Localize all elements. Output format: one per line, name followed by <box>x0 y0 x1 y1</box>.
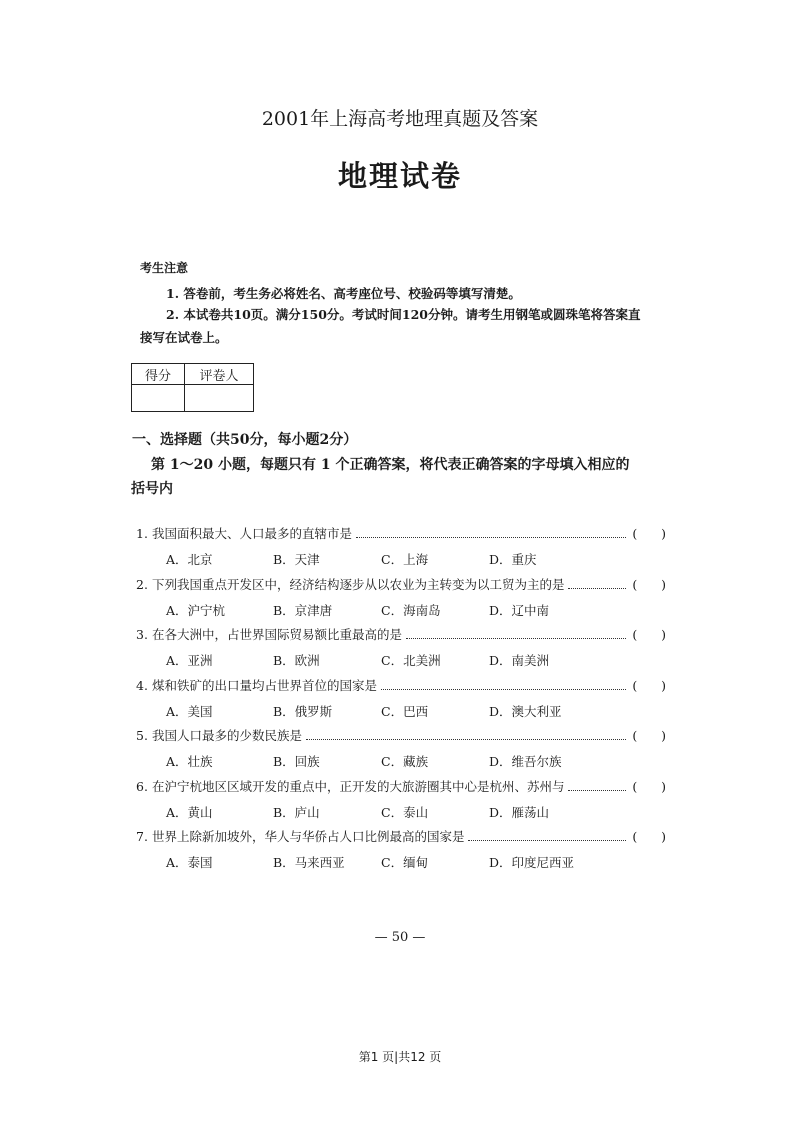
answer-option: C．泰山 <box>381 804 429 820</box>
answer-option: D．印度尼西亚 <box>489 855 575 870</box>
answer-option: C．海南岛 <box>381 602 441 618</box>
answer-option: A．沪宁杭 <box>166 602 226 618</box>
question-stem <box>136 676 666 694</box>
answer-blank[interactable]: ( ) <box>632 526 666 541</box>
notice-item: 接写在试卷上。 <box>140 330 228 345</box>
leader-dots <box>568 588 626 589</box>
leader-dots <box>468 840 626 841</box>
answer-option: D．辽中南 <box>489 602 550 618</box>
question-stem <box>136 575 666 593</box>
leader-dots <box>406 638 626 639</box>
answer-option: B．天津 <box>273 552 320 567</box>
grader-cell[interactable] <box>185 385 254 412</box>
leader-dots <box>306 739 626 740</box>
question-number: 3. <box>136 627 148 642</box>
question-stem <box>136 726 666 744</box>
question-number: 1. <box>136 526 148 541</box>
question-text: 世界上除新加坡外，华人与华侨占人口比例最高的国家是 <box>151 829 465 844</box>
document-title: 2001年上海高考地理真题及答案 <box>261 108 539 130</box>
question-text: 在各大洲中，占世界国际贸易额比重最高的是 <box>151 627 402 642</box>
answer-option: D．澳大利亚 <box>489 703 562 719</box>
answer-option: C．上海 <box>381 552 429 567</box>
question-stem <box>136 777 666 795</box>
answer-option: B．马来西亚 <box>273 855 345 870</box>
grader-header: 评卷人 <box>185 364 254 385</box>
answer-option: D．雁荡山 <box>489 804 550 820</box>
paper-title: 地理试卷 <box>337 159 462 193</box>
question-number: 2. <box>136 576 148 592</box>
leader-dots <box>356 537 626 538</box>
question-number: 7. <box>136 829 148 844</box>
answer-blank[interactable]: ( ) <box>632 576 666 592</box>
answer-option: B．京津唐 <box>273 602 333 618</box>
notice-heading: 考生注意 <box>140 261 189 275</box>
answer-option: D．重庆 <box>489 552 537 567</box>
question-text: 下列我国重点开发区中，经济结构逐步从以农业为主转变为以工贸为主的是 <box>151 576 565 592</box>
question-text: 在沪宁杭地区区域开发的重点中，正开发的大旅游圈其中心是杭州、苏州与 <box>151 778 565 794</box>
answer-option: D．南美洲 <box>489 653 550 668</box>
answer-option: B．俄罗斯 <box>273 703 333 719</box>
question-stem <box>136 827 666 845</box>
section-instruction: 第 1～20 小题，每题只有 1 个正确答案，将代表正确答案的字母填入相应的 <box>151 457 630 473</box>
answer-option: B．回族 <box>273 754 320 769</box>
page-number: — 50 — <box>374 930 426 945</box>
question-stem <box>136 625 666 643</box>
answer-option: A．美国 <box>166 703 213 719</box>
leader-dots <box>381 689 626 690</box>
answer-option: C．北美洲 <box>381 653 441 668</box>
question-number: 5. <box>136 728 148 743</box>
score-cell[interactable] <box>132 385 185 412</box>
answer-blank[interactable]: ( ) <box>632 728 666 743</box>
score-header: 得分 <box>132 364 185 385</box>
answer-option: A．黄山 <box>166 804 213 820</box>
leader-dots <box>568 790 626 791</box>
notice-item: 2. 本试卷共10页。满分150分。考试时间120分钟。请考生用钢笔或圆珠笔将答案直 <box>166 307 641 322</box>
answer-option: C．藏族 <box>381 754 429 769</box>
question-text: 我国人口最多的少数民族是 <box>151 728 302 743</box>
answer-option: D．维吾尔族 <box>489 754 562 769</box>
answer-blank[interactable]: ( ) <box>632 778 666 794</box>
answer-option: B．庐山 <box>273 804 320 820</box>
answer-blank[interactable]: ( ) <box>632 829 666 844</box>
question-number: 4. <box>136 677 148 693</box>
question-stem <box>136 524 666 542</box>
answer-option: A．北京 <box>166 552 213 567</box>
answer-blank[interactable]: ( ) <box>632 627 666 642</box>
question-text: 我国面积最大、人口最多的直辖市是 <box>151 526 352 541</box>
answer-option: A．壮族 <box>166 754 213 769</box>
page-footer: 第1 页|共12 页 <box>358 1050 442 1064</box>
question-text: 煤和铁矿的出口量均占世界首位的国家是 <box>151 677 377 693</box>
section-heading: 一、选择题（共50分，每小题2分） <box>132 432 358 448</box>
answer-blank[interactable]: ( ) <box>632 677 666 693</box>
question-number: 6. <box>136 778 148 794</box>
answer-option: B．欧洲 <box>273 653 320 668</box>
answer-option: C．巴西 <box>381 703 429 719</box>
score-table <box>131 363 254 412</box>
answer-option: A．泰国 <box>166 855 213 870</box>
answer-option: A．亚洲 <box>166 653 213 668</box>
section-instruction: 括号内 <box>131 481 173 497</box>
notice-item: 1. 答卷前，考生务必将姓名、高考座位号、校验码等填写清楚。 <box>166 286 521 301</box>
answer-option: C．缅甸 <box>381 855 429 870</box>
